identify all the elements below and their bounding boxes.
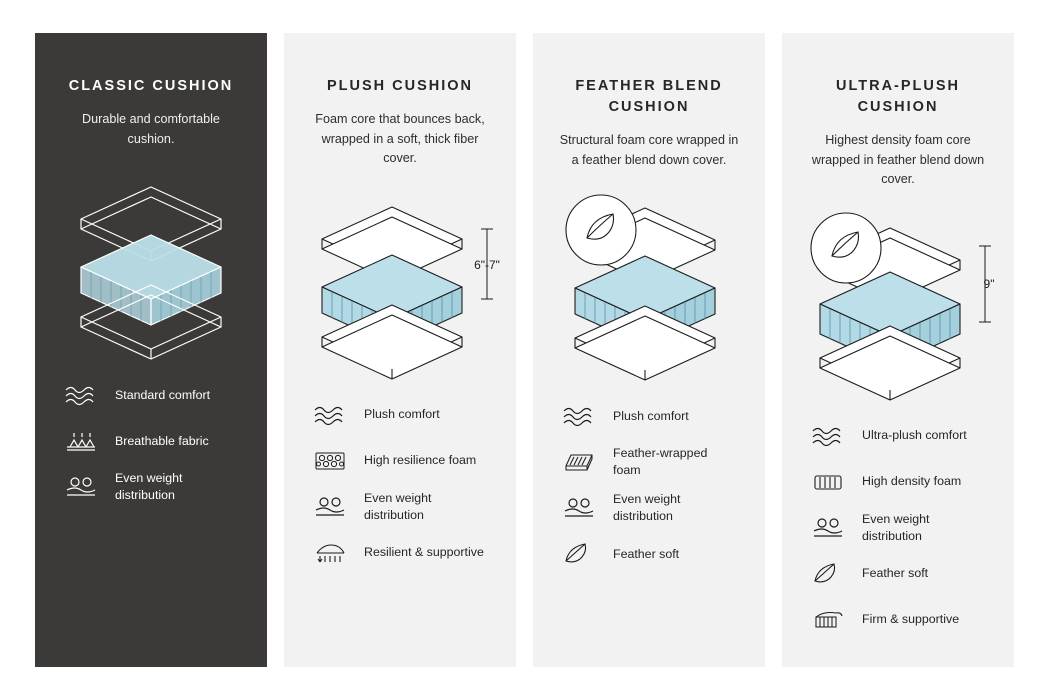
feature-label: Ultra-plush comfort (862, 428, 967, 443)
card-title: CLASSIC CUSHION (68, 78, 234, 94)
card-plush-cushion (284, 33, 516, 667)
honeycomb-foam-icon (310, 445, 350, 477)
feature-item (808, 465, 992, 499)
resilient-support-icon (310, 537, 350, 569)
wave-comfort-icon (559, 400, 599, 432)
card-subtitle: Highest density foam core wrapped in feather blend down cover. (811, 133, 985, 187)
feature-item (808, 511, 992, 545)
feature-label: Even weight distribution (115, 471, 183, 503)
even-weight-icon (310, 491, 350, 523)
card-ultra-plush-cushion (782, 33, 1014, 667)
feature-label: Feather-wrapped foam (613, 446, 708, 478)
leaf-badge-circle (566, 195, 636, 265)
feature-label: Even weight distribution (613, 492, 681, 524)
card-title: PLUSH CUSHION (326, 78, 474, 94)
breathable-fabric-icon (61, 425, 101, 457)
feather-wrapped-foam-icon (559, 446, 599, 478)
feature-item (310, 536, 494, 570)
feature-list (782, 419, 1014, 637)
feature-item (559, 491, 743, 525)
feature-label: Firm & supportive (862, 612, 960, 627)
even-weight-icon (559, 492, 599, 524)
feature-list (35, 378, 267, 504)
card-subtitle: Structural foam core wrapped in a feather blend down cover. (559, 133, 739, 167)
feature-label: Feather soft (613, 546, 680, 561)
dimension-label: 6"-7" (474, 257, 500, 272)
feature-list (533, 399, 765, 571)
card-subtitle: Foam core that bounces back, wrapped in a soft, thick fiber cover. (315, 112, 485, 166)
feature-list (284, 398, 516, 570)
cushion-layers-illustration (782, 198, 1014, 413)
feature-label: Resilient & supportive (364, 545, 484, 560)
cushion-layers-illustration (533, 178, 765, 393)
cushion-layers-illustration (284, 177, 516, 392)
feature-item (310, 490, 494, 524)
card-title: FEATHER BLEND CUSHION (575, 78, 723, 116)
wave-comfort-icon (310, 399, 350, 431)
wave-comfort-icon (61, 379, 101, 411)
feature-item (61, 424, 245, 458)
feature-label: High density foam (862, 474, 962, 489)
card-feather-blend-cushion (533, 33, 765, 667)
wave-comfort-icon (808, 420, 848, 452)
feature-label: Standard comfort (115, 387, 211, 402)
even-weight-icon (61, 471, 101, 503)
feature-item (310, 444, 494, 478)
dimension-label: 9" (983, 276, 995, 291)
feature-item (61, 470, 245, 504)
feature-label: Feather soft (862, 566, 929, 581)
feature-label: High resilience foam (364, 453, 477, 468)
leaf-badge-circle (811, 213, 881, 283)
leaf-icon (808, 558, 848, 590)
firm-support-icon (808, 604, 848, 636)
card-classic-cushion (35, 33, 267, 667)
even-weight-icon (808, 512, 848, 544)
feature-item (61, 378, 245, 412)
feature-label: Breathable fabric (115, 433, 209, 448)
feature-item (559, 399, 743, 433)
feature-label: Even weight distribution (862, 511, 930, 543)
feature-label: Even weight distribution (364, 490, 432, 522)
feature-item (559, 537, 743, 571)
feature-item (808, 603, 992, 637)
feature-label: Plush comfort (613, 408, 689, 423)
high-density-foam-icon (808, 466, 848, 498)
feature-label: Plush comfort (364, 407, 440, 422)
card-title: ULTRA-PLUSH CUSHION (835, 78, 961, 116)
feature-item (559, 445, 743, 479)
card-subtitle: Durable and comfortable cushion. (82, 112, 220, 146)
feature-item (310, 398, 494, 432)
feature-item (808, 419, 992, 453)
leaf-icon (559, 538, 599, 570)
feature-item (808, 557, 992, 591)
cushion-layers-illustration (35, 157, 267, 372)
